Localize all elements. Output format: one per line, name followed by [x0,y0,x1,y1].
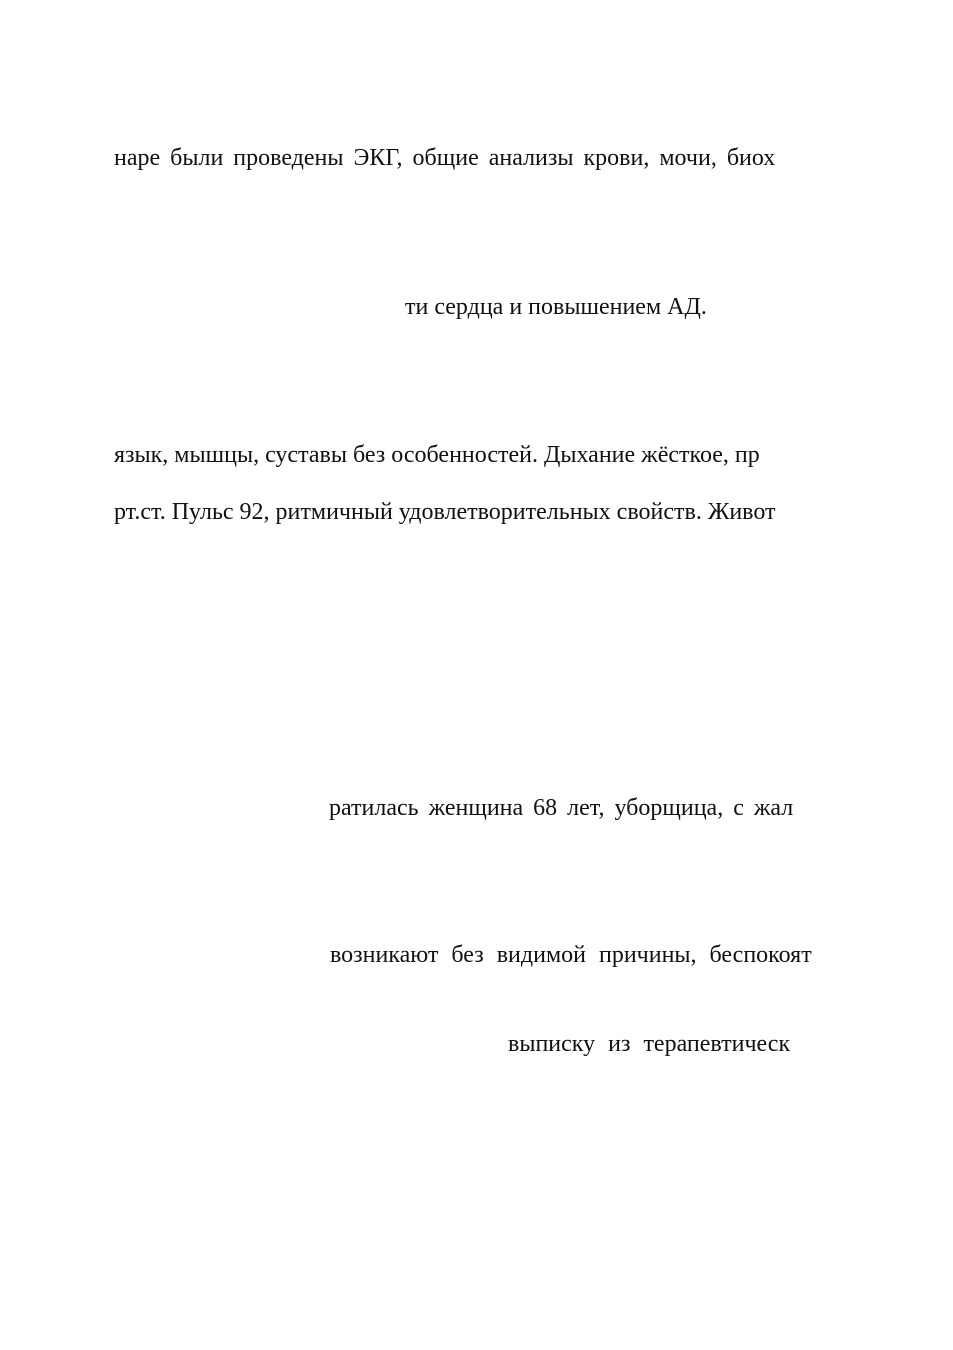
text-line-6: возникают без видимой причины, беспокоят [330,942,812,968]
text-line-5: ратилась женщина 68 лет, уборщица, с жал [329,795,794,821]
text-line-1: наре были проведены ЭКГ, общие анализы крови, мочи, биох [114,145,776,171]
text-line-3: язык, мышцы, суставы без особенностей. Дыхание жёсткое, пр [114,442,760,468]
text-line-7: выписку из терапевтическ [508,1031,791,1057]
text-line-4: рт.ст. Пульс 92, ритмичный удовлетворительных свойств. Живот [114,499,776,525]
text-line-2: ти сердца и повышением АД. [405,294,707,320]
